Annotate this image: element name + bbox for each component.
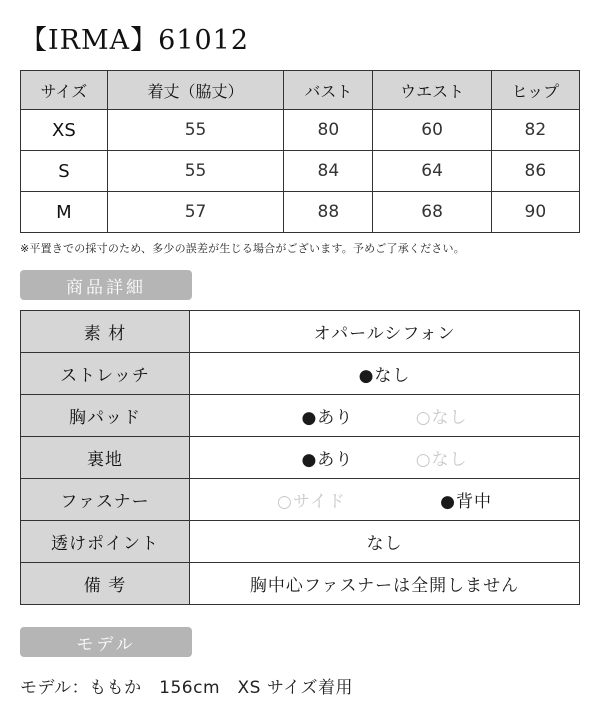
detail-row-stretch	[21, 353, 580, 395]
detail-label: ファスナー	[21, 479, 190, 521]
option-selected: ●背中	[440, 492, 492, 512]
option-selected: ●あり	[301, 450, 354, 470]
size-header-size: サイズ	[21, 71, 108, 110]
size-table	[20, 70, 580, 233]
size-cell: 90	[491, 192, 579, 233]
detail-row-sheer	[21, 521, 580, 563]
size-row-xs	[21, 110, 580, 151]
size-header-length: 着丈（脇丈）	[107, 71, 283, 110]
detail-label: 備 考	[21, 563, 190, 605]
size-cell: S	[21, 151, 108, 192]
option-unselected: ○サイド	[277, 492, 346, 512]
detail-label: 透けポイント	[21, 521, 190, 563]
size-cell: 88	[284, 192, 373, 233]
section-label-model: モデル	[20, 627, 192, 657]
detail-label: 裏地	[21, 437, 190, 479]
detail-row-remarks	[21, 563, 580, 605]
detail-row-material	[21, 311, 580, 353]
size-header-hip: ヒップ	[491, 71, 579, 110]
size-header-bust: バスト	[284, 71, 373, 110]
size-cell: M	[21, 192, 108, 233]
section-label-details: 商品詳細	[20, 270, 192, 300]
detail-row-pad	[21, 395, 580, 437]
size-cell: 80	[284, 110, 373, 151]
option-unselected: ○なし	[415, 408, 468, 428]
model-info: モデル：ももか 156cm XS サイズ着用	[20, 678, 353, 698]
detail-value: 胸中心ファスナーは全開しません	[190, 563, 580, 605]
size-cell: 64	[373, 151, 491, 192]
size-header-waist: ウエスト	[373, 71, 491, 110]
size-cell: 82	[491, 110, 579, 151]
option-unselected: ○なし	[415, 450, 468, 470]
size-table-header-row	[21, 71, 580, 110]
detail-value: ●なし	[190, 353, 580, 395]
size-row-s	[21, 151, 580, 192]
detail-value: なし	[190, 521, 580, 563]
detail-row-lining	[21, 437, 580, 479]
detail-label: ストレッチ	[21, 353, 190, 395]
size-cell: 55	[107, 110, 283, 151]
measurement-note: ※平置きでの採寸のため、多少の誤差が生じる場合がございます。予めご了承ください。	[20, 242, 465, 255]
size-cell: 55	[107, 151, 283, 192]
size-cell: XS	[21, 110, 108, 151]
detail-value	[190, 437, 580, 479]
option-selected: ●あり	[301, 408, 354, 428]
size-cell: 68	[373, 192, 491, 233]
size-cell: 86	[491, 151, 579, 192]
detail-label: 胸パッド	[21, 395, 190, 437]
detail-value	[190, 395, 580, 437]
detail-value	[190, 479, 580, 521]
details-table	[20, 310, 580, 605]
size-cell: 57	[107, 192, 283, 233]
detail-label: 素 材	[21, 311, 190, 353]
product-title: 【IRMA】61012	[20, 25, 250, 56]
size-cell: 60	[373, 110, 491, 151]
detail-row-fastener	[21, 479, 580, 521]
size-row-m	[21, 192, 580, 233]
size-cell: 84	[284, 151, 373, 192]
detail-value: オパールシフォン	[190, 311, 580, 353]
